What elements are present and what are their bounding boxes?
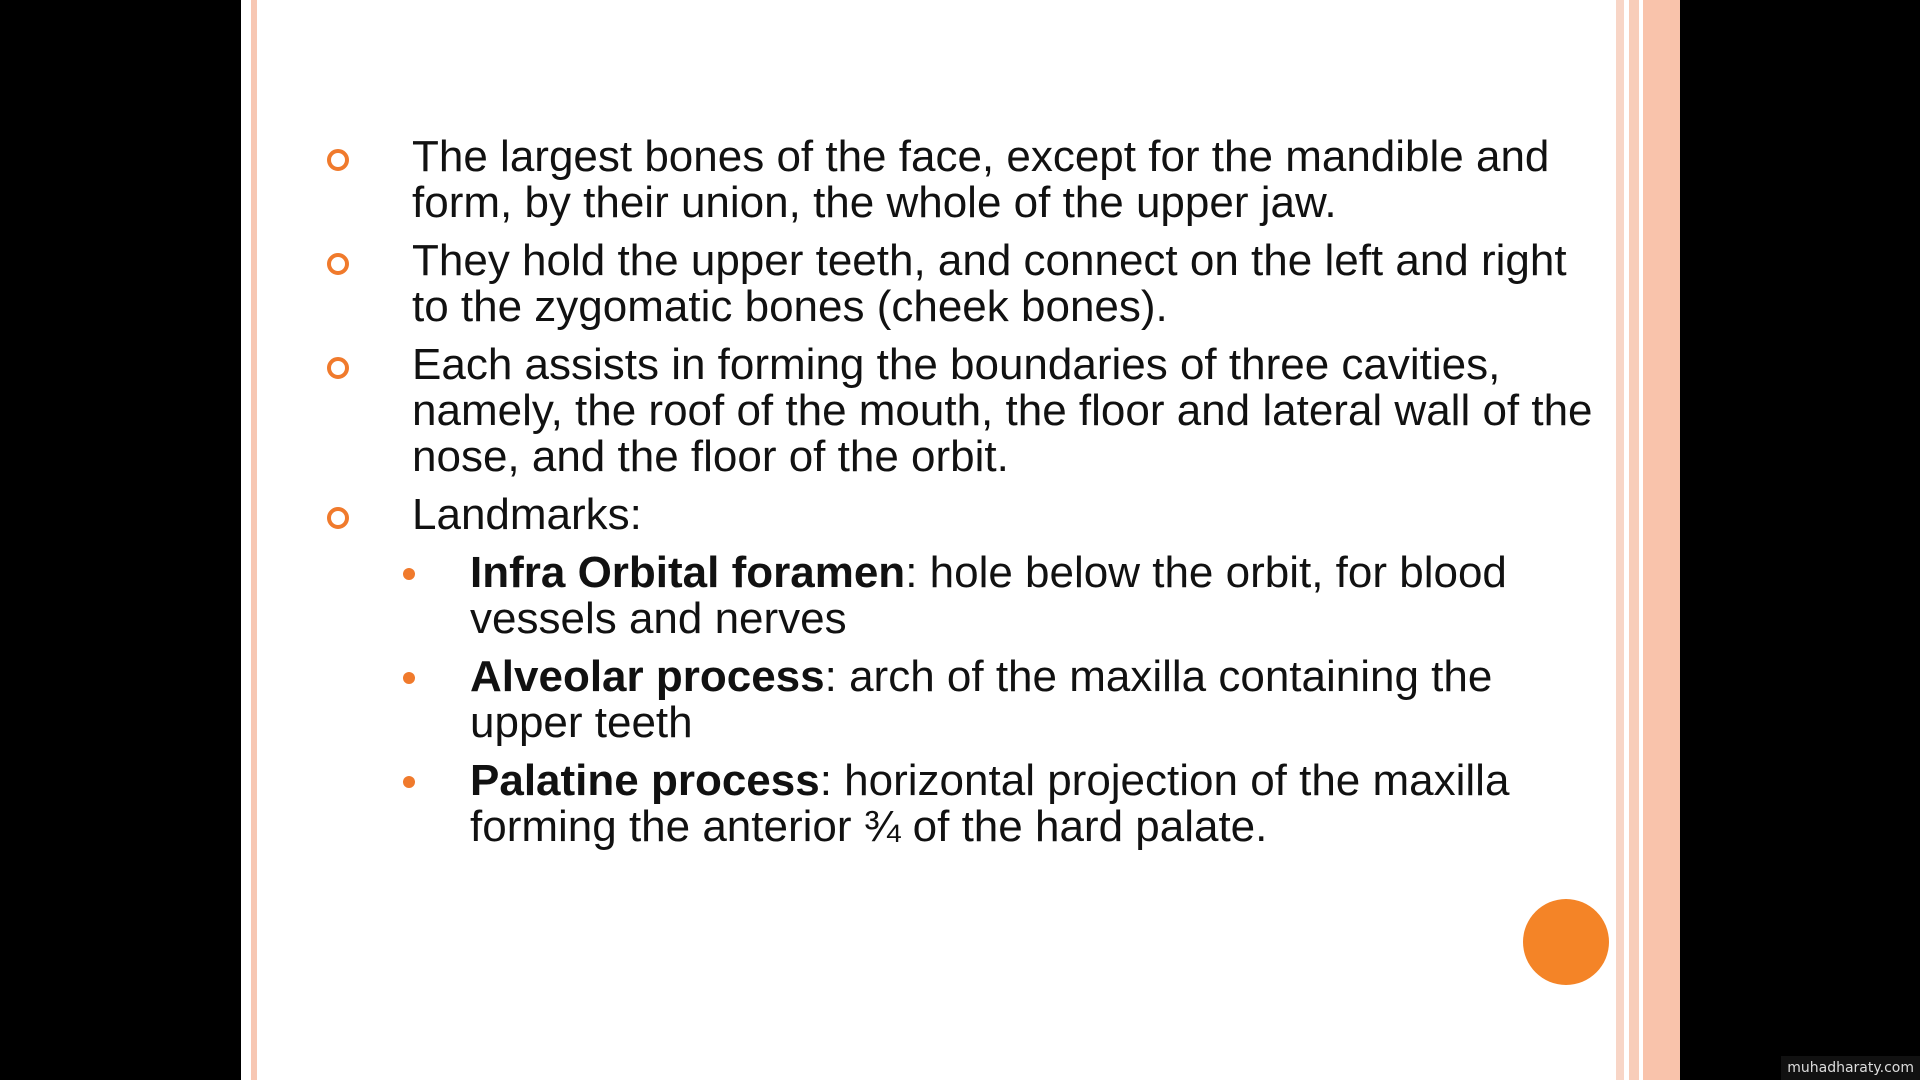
decorative-circle-icon [1523,899,1609,985]
slide-content [241,134,1601,862]
dot-bullet-icon [403,672,415,684]
landmark-term: Infra Orbital foramen [470,548,906,597]
ring-bullet-icon [327,357,349,379]
bullet-item [241,238,1601,330]
landmark-definition: : arch of the maxilla containing the upper teeth [470,652,1493,747]
landmark-item [241,550,1601,642]
landmark-item [241,758,1601,850]
ring-bullet-icon [327,507,349,529]
bullet-text: They hold the upper teeth, and connect on the left and right to the zygomatic bones (cheek bones). [412,236,1567,331]
bullet-text: Each assists in forming the boundaries of three cavities, namely, the roof of the mouth, the floor and lateral wall of the nose, and the floor of the orbit. [412,340,1593,481]
bullet-item-landmarks [241,492,1601,538]
bullet-text: The largest bones of the face, except for the mandible and form, by their union, the whole of the upper jaw. [412,132,1550,227]
slide-right-border [1616,0,1680,1080]
landmark-definition: : horizontal projection of the maxilla forming the anterior ¾ of the hard palate. [470,756,1510,851]
bullet-item [241,342,1601,480]
right-border-stripe [1629,0,1639,1080]
dot-bullet-icon [403,568,415,580]
ring-bullet-icon [327,149,349,171]
right-border-stripe [1643,0,1680,1080]
bullet-text: Landmarks: [412,490,642,539]
landmark-term: Palatine process [470,756,820,805]
slide [241,0,1680,1080]
landmark-term: Alveolar process [470,652,825,701]
landmark-item [241,654,1601,746]
bullet-item [241,134,1601,226]
ring-bullet-icon [327,253,349,275]
dot-bullet-icon [403,776,415,788]
right-border-stripe [1616,0,1624,1080]
watermark: muhadharaty.com [1781,1056,1920,1080]
landmark-definition: : hole below the orbit, for blood vessels and nerves [470,548,1507,643]
